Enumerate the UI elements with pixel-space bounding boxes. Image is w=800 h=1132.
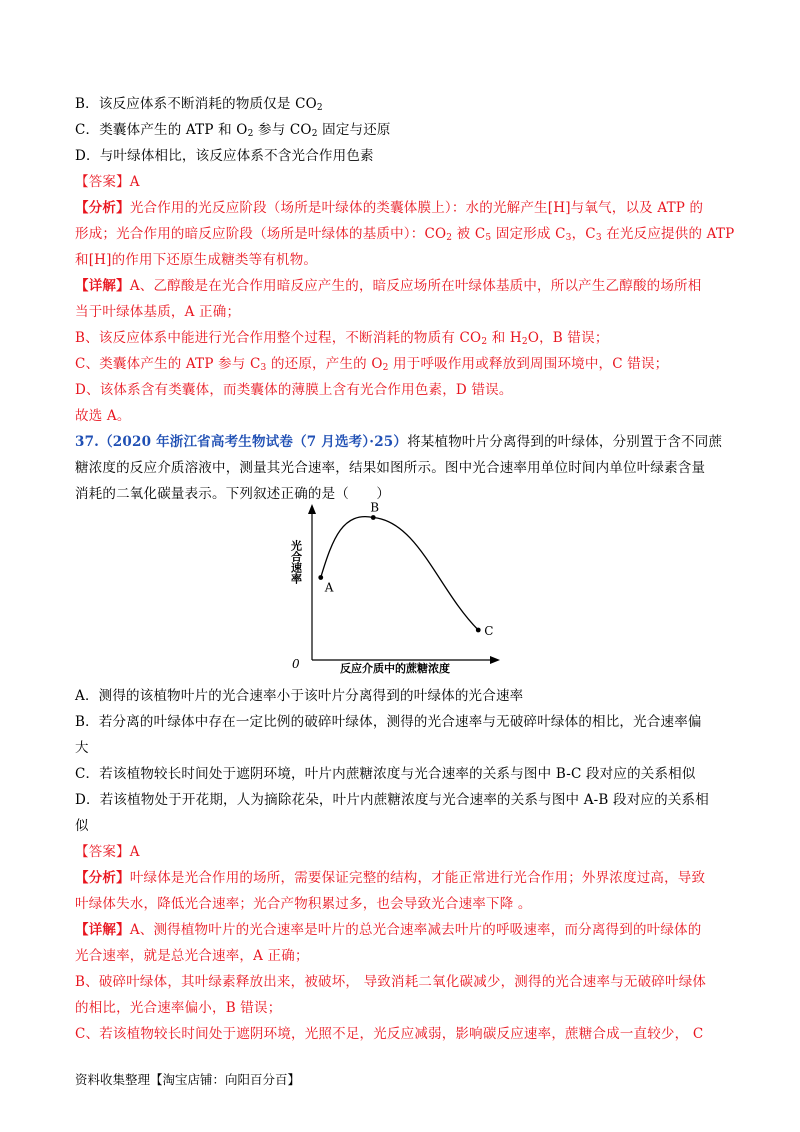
q37-stem-line-3: 消耗的二氧化碳量表示。下列叙述正确的是（ ） (75, 486, 391, 502)
origin-label: 0 (292, 657, 300, 671)
q37-source: （2020 年浙江省高考生物试卷（7 月选考）·25） (99, 434, 408, 450)
x-axis-arrow (490, 656, 500, 664)
q37-stem-line-2: 糖浓度的反应介质溶液中，测量其光合速率，结果如图所示。图中光合速率用单位时间内单位叶绿素含量 (75, 460, 706, 476)
q36-analysis-line-3: 和[H]的作用下还原生成糖类等有机物。 (75, 252, 318, 268)
q37-option-d-line-2: 似 (75, 818, 89, 834)
y-axis-label: 光合速率 (289, 540, 303, 584)
q37-option-d-line-1: D．若该植物处于开花期，人为摘除花朵，叶片内蔗糖浓度与光合速率的关系与图中 A-B 段对应的关系相 (75, 792, 709, 808)
q36-choose: 故选 A。 (75, 408, 131, 424)
q37-detail-line-1: 【详解】A、测得植物叶片的光合速率是叶片的总光合速率减去叶片的呼吸速率，而分离得到的叶绿体的 (75, 922, 702, 938)
q37-analysis-line-1: 【分析】叶绿体是光合作用的场所，需要保证完整的结构，才能正常进行光合作用；外界浓度过高，导致 (75, 870, 706, 886)
q36-option-c: C．类囊体产生的 ATP 和 $O_2$ 参与 $CO_2$ 固定与还原 (75, 122, 391, 139)
q37-detail-c-line-1: C、若该植物较长时间处于遮阴环境，光照不足，光反应减弱，影响碳反应速率，蔗糖合成一直较少， C (75, 1026, 704, 1042)
footer-source: 资料收集整理【淘宝店铺：向阳百分百】 (75, 1072, 301, 1087)
q36-option-b: B．该反应体系不断消耗的物质仅是 $CO_2$ (75, 96, 323, 113)
q37-analysis-line-2: 叶绿体失水，降低光合速率；光合产物积累过多，也会导致光合速率下降 。 (75, 896, 532, 912)
q37-detail-b-line-2: 的相比，光合速率偏小，B 错误； (75, 1000, 282, 1016)
point-label-c: C (484, 624, 494, 638)
point-label-b: B (370, 500, 380, 515)
photosynthesis-rate-chart (282, 500, 504, 678)
q37-option-b-line-1: B．若分离的叶绿体中存在一定比例的破碎叶绿体，测得的光合速率与无破碎叶绿体的相比，光合速率偏 (75, 714, 702, 730)
point-label-a: A (324, 580, 334, 595)
q37-option-b-line-2: 大 (75, 740, 89, 756)
point-a (318, 575, 323, 580)
x-axis-label: 反应介质中的蔗糖浓度 (340, 662, 450, 675)
q36-detail-line-2: 当于叶绿体基质，A 正确； (75, 304, 241, 320)
rate-curve (321, 517, 479, 630)
q37-detail-line-2: 光合速率，就是总光合速率，A 正确； (75, 948, 309, 964)
q36-analysis-line-2: 形成；光合作用的暗反应阶段（场所是叶绿体的基质中）：$CO_2$ 被 $C_5$ 固定形成 $C_3$，$C_3$ 在光反应提供的 ATP (75, 226, 735, 243)
q37-detail-b-line-1: B、破碎叶绿体，其叶绿素释放出来，被破坏， 导致消耗二氧化碳减少，测得的光合速率与无破碎叶绿体 (75, 974, 707, 990)
point-c (476, 628, 481, 633)
q36-detail-d: D、该体系含有类囊体，而类囊体的薄膜上含有光合作用色素，D 错误。 (75, 382, 513, 398)
q37-option-c: C．若该植物较长时间处于遮阴环境，叶片内蔗糖浓度与光合速率的关系与图中 B-C 段对应的关系相似 (75, 766, 696, 782)
q36-detail-c: C、类囊体产生的 ATP 参与 $C_3$ 的还原，产生的 $O_2$ 用于呼吸作用或释放到周围环境中，C 错误； (75, 356, 669, 373)
q36-detail-b: B、该反应体系中能进行光合作用整个过程，不断消耗的物质有 $CO_2$ 和 $H_2O$，B 错误； (75, 330, 609, 347)
point-b (371, 515, 376, 520)
q37-stem-line-1: 37.（2020 年浙江省高考生物试卷（7 月选考）·25）将某植物叶片分离得到的叶绿体，分别置于含不同蔗 (75, 434, 723, 450)
q36-analysis-line-1: 【分析】光合作用的光反应阶段（场所是叶绿体的类囊体膜上）：水的光解产生[H]与氧气，以及 ATP 的 (75, 200, 704, 216)
q37-number: 37. (75, 434, 100, 450)
q37-answer: 【答案】A (75, 844, 140, 860)
q36-option-d: D．与叶绿体相比，该反应体系不含光合作用色素 (75, 148, 374, 164)
y-axis-arrow (308, 504, 316, 514)
q37-option-a: A．测得的该植物叶片的光合速率小于该叶片分离得到的叶绿体的光合速率 (75, 688, 524, 704)
q36-answer: 【答案】A (75, 174, 140, 190)
q36-detail-line-1: 【详解】A、乙醇酸是在光合作用暗反应产生的，暗反应场所在叶绿体基质中，所以产生乙醇酸的场所相 (75, 278, 702, 294)
